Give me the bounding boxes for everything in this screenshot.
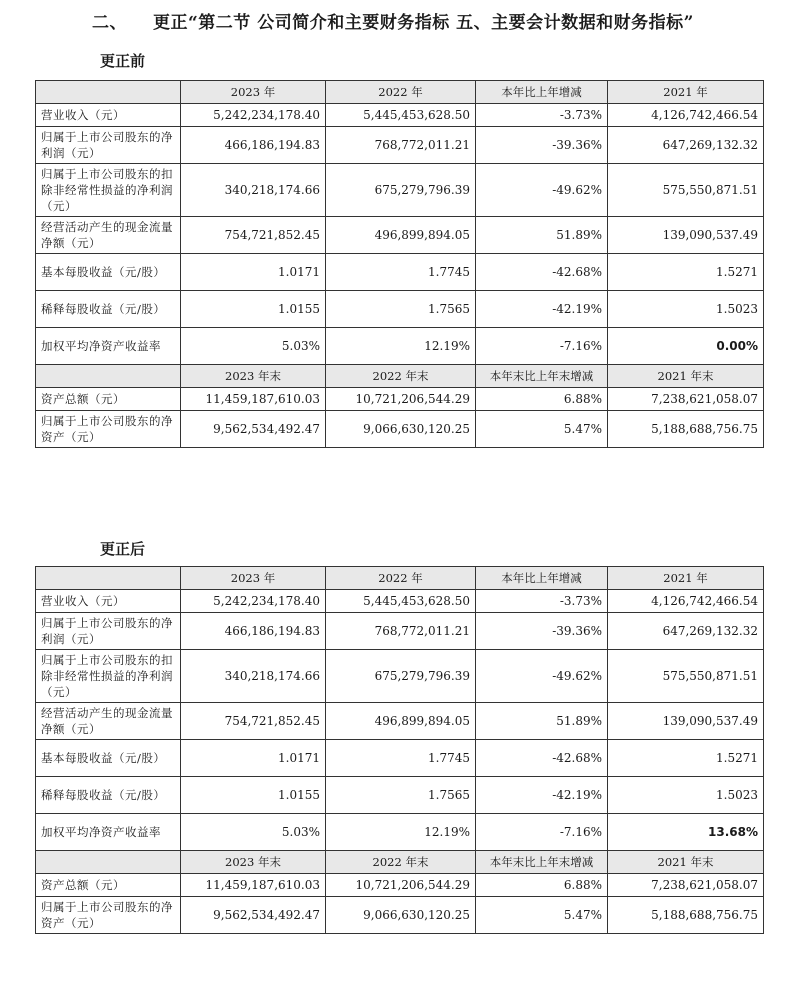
table-row bbox=[36, 897, 764, 934]
value-cell: 1.7565 bbox=[326, 291, 476, 328]
header-cell bbox=[36, 365, 181, 388]
row-label: 经营活动产生的现金流量净额（元） bbox=[36, 217, 181, 254]
value-cell: 139,090,537.49 bbox=[608, 217, 764, 254]
value-cell: 4,126,742,466.54 bbox=[608, 590, 764, 613]
header-cell bbox=[36, 81, 181, 104]
value-cell: 675,279,796.39 bbox=[326, 164, 476, 217]
header-row bbox=[36, 365, 764, 388]
row-label: 归属于上市公司股东的扣除非经常性损益的净利润（元） bbox=[36, 650, 181, 703]
header-cell: 本年比上年增减 bbox=[476, 567, 608, 590]
heading-text: 更正“第二节 公司简介和主要财务指标 五、主要会计数据和财务指标” bbox=[153, 13, 694, 33]
row-label: 归属于上市公司股东的净利润（元） bbox=[36, 613, 181, 650]
before-correction-table bbox=[35, 80, 764, 448]
value-cell: 647,269,132.32 bbox=[608, 127, 764, 164]
value-cell: 575,550,871.51 bbox=[608, 164, 764, 217]
value-cell: 12.19% bbox=[326, 814, 476, 851]
value-cell: 754,721,852.45 bbox=[181, 217, 326, 254]
value-cell: 13.68% bbox=[608, 814, 764, 851]
value-cell: 5.47% bbox=[476, 411, 608, 448]
value-cell: 7,238,621,058.07 bbox=[608, 388, 764, 411]
value-cell: 11,459,187,610.03 bbox=[181, 388, 326, 411]
table-row bbox=[36, 411, 764, 448]
value-cell: 1.0155 bbox=[181, 291, 326, 328]
value-cell: 9,562,534,492.47 bbox=[181, 411, 326, 448]
value-cell: -42.68% bbox=[476, 254, 608, 291]
value-cell: 51.89% bbox=[476, 703, 608, 740]
value-cell: 466,186,194.83 bbox=[181, 127, 326, 164]
header-cell: 2023 年末 bbox=[181, 365, 326, 388]
row-label: 稀释每股收益（元/股） bbox=[36, 291, 181, 328]
value-cell: 647,269,132.32 bbox=[608, 613, 764, 650]
value-cell: 10,721,206,544.29 bbox=[326, 874, 476, 897]
header-cell bbox=[36, 567, 181, 590]
value-cell: 7,238,621,058.07 bbox=[608, 874, 764, 897]
after-correction-label: 更正后 bbox=[100, 540, 146, 558]
value-cell: 1.5023 bbox=[608, 291, 764, 328]
table-row bbox=[36, 777, 764, 814]
row-label: 归属于上市公司股东的净利润（元） bbox=[36, 127, 181, 164]
value-cell: 1.7565 bbox=[326, 777, 476, 814]
header-cell: 2021 年 bbox=[608, 567, 764, 590]
value-cell: -39.36% bbox=[476, 613, 608, 650]
header-cell: 本年末比上年末增减 bbox=[476, 365, 608, 388]
row-label: 营业收入（元） bbox=[36, 104, 181, 127]
table-row bbox=[36, 254, 764, 291]
row-label: 基本每股收益（元/股） bbox=[36, 740, 181, 777]
table-row bbox=[36, 590, 764, 613]
header-cell: 本年末比上年末增减 bbox=[476, 851, 608, 874]
header-cell: 2023 年末 bbox=[181, 851, 326, 874]
value-cell: 10,721,206,544.29 bbox=[326, 388, 476, 411]
table-row bbox=[36, 874, 764, 897]
after-correction-table bbox=[35, 566, 764, 934]
header-cell bbox=[36, 851, 181, 874]
header-cell: 2022 年 bbox=[326, 81, 476, 104]
header-cell: 2023 年 bbox=[181, 81, 326, 104]
value-cell: 1.0155 bbox=[181, 777, 326, 814]
value-cell: 1.0171 bbox=[181, 254, 326, 291]
table-row bbox=[36, 217, 764, 254]
table-row bbox=[36, 388, 764, 411]
value-cell: 1.7745 bbox=[326, 254, 476, 291]
header-row bbox=[36, 851, 764, 874]
value-cell: 5,242,234,178.40 bbox=[181, 104, 326, 127]
header-cell: 本年比上年增减 bbox=[476, 81, 608, 104]
value-cell: 5,445,453,628.50 bbox=[326, 104, 476, 127]
header-cell: 2022 年末 bbox=[326, 365, 476, 388]
header-cell: 2022 年末 bbox=[326, 851, 476, 874]
table-row bbox=[36, 291, 764, 328]
value-cell: 1.5271 bbox=[608, 740, 764, 777]
value-cell: -42.19% bbox=[476, 291, 608, 328]
row-label: 加权平均净资产收益率 bbox=[36, 328, 181, 365]
value-cell: -42.68% bbox=[476, 740, 608, 777]
value-cell: 5,188,688,756.75 bbox=[608, 411, 764, 448]
value-cell: 340,218,174.66 bbox=[181, 650, 326, 703]
row-label: 归属于上市公司股东的扣除非经常性损益的净利润（元） bbox=[36, 164, 181, 217]
value-cell: 5.47% bbox=[476, 897, 608, 934]
correction-heading bbox=[92, 8, 694, 33]
value-cell: 496,899,894.05 bbox=[326, 703, 476, 740]
table-row bbox=[36, 328, 764, 365]
table-row bbox=[36, 703, 764, 740]
value-cell: 9,066,630,120.25 bbox=[326, 897, 476, 934]
row-label: 基本每股收益（元/股） bbox=[36, 254, 181, 291]
value-cell: -3.73% bbox=[476, 104, 608, 127]
row-label: 经营活动产生的现金流量净额（元） bbox=[36, 703, 181, 740]
row-label: 归属于上市公司股东的净资产（元） bbox=[36, 897, 181, 934]
value-cell: 11,459,187,610.03 bbox=[181, 874, 326, 897]
value-cell: 139,090,537.49 bbox=[608, 703, 764, 740]
value-cell: 51.89% bbox=[476, 217, 608, 254]
value-cell: 6.88% bbox=[476, 874, 608, 897]
header-cell: 2023 年 bbox=[181, 567, 326, 590]
value-cell: -49.62% bbox=[476, 650, 608, 703]
value-cell: -7.16% bbox=[476, 328, 608, 365]
value-cell: -49.62% bbox=[476, 164, 608, 217]
value-cell: 4,126,742,466.54 bbox=[608, 104, 764, 127]
table-row bbox=[36, 127, 764, 164]
header-cell: 2021 年 bbox=[608, 81, 764, 104]
value-cell: 1.0171 bbox=[181, 740, 326, 777]
value-cell: 466,186,194.83 bbox=[181, 613, 326, 650]
before-correction-label: 更正前 bbox=[100, 52, 146, 70]
heading-number: 二、 bbox=[92, 13, 127, 33]
header-row bbox=[36, 81, 764, 104]
row-label: 资产总额（元） bbox=[36, 874, 181, 897]
value-cell: 5,242,234,178.40 bbox=[181, 590, 326, 613]
value-cell: -42.19% bbox=[476, 777, 608, 814]
table-row bbox=[36, 104, 764, 127]
value-cell: 340,218,174.66 bbox=[181, 164, 326, 217]
value-cell: 754,721,852.45 bbox=[181, 703, 326, 740]
row-label: 归属于上市公司股东的净资产（元） bbox=[36, 411, 181, 448]
value-cell: 5.03% bbox=[181, 328, 326, 365]
table-row bbox=[36, 613, 764, 650]
value-cell: 675,279,796.39 bbox=[326, 650, 476, 703]
value-cell: 0.00% bbox=[608, 328, 764, 365]
table-row bbox=[36, 814, 764, 851]
header-cell: 2022 年 bbox=[326, 567, 476, 590]
value-cell: 12.19% bbox=[326, 328, 476, 365]
value-cell: 9,562,534,492.47 bbox=[181, 897, 326, 934]
value-cell: -3.73% bbox=[476, 590, 608, 613]
table-row bbox=[36, 164, 764, 217]
value-cell: -7.16% bbox=[476, 814, 608, 851]
row-label: 营业收入（元） bbox=[36, 590, 181, 613]
table-row bbox=[36, 650, 764, 703]
value-cell: 5,445,453,628.50 bbox=[326, 590, 476, 613]
value-cell: 768,772,011.21 bbox=[326, 127, 476, 164]
value-cell: -39.36% bbox=[476, 127, 608, 164]
header-cell: 2021 年末 bbox=[608, 851, 764, 874]
value-cell: 768,772,011.21 bbox=[326, 613, 476, 650]
row-label: 加权平均净资产收益率 bbox=[36, 814, 181, 851]
value-cell: 9,066,630,120.25 bbox=[326, 411, 476, 448]
row-label: 资产总额（元） bbox=[36, 388, 181, 411]
row-label: 稀释每股收益（元/股） bbox=[36, 777, 181, 814]
value-cell: 6.88% bbox=[476, 388, 608, 411]
value-cell: 496,899,894.05 bbox=[326, 217, 476, 254]
table-row bbox=[36, 740, 764, 777]
value-cell: 5.03% bbox=[181, 814, 326, 851]
value-cell: 1.7745 bbox=[326, 740, 476, 777]
value-cell: 1.5023 bbox=[608, 777, 764, 814]
value-cell: 5,188,688,756.75 bbox=[608, 897, 764, 934]
header-row bbox=[36, 567, 764, 590]
header-cell: 2021 年末 bbox=[608, 365, 764, 388]
value-cell: 575,550,871.51 bbox=[608, 650, 764, 703]
value-cell: 1.5271 bbox=[608, 254, 764, 291]
